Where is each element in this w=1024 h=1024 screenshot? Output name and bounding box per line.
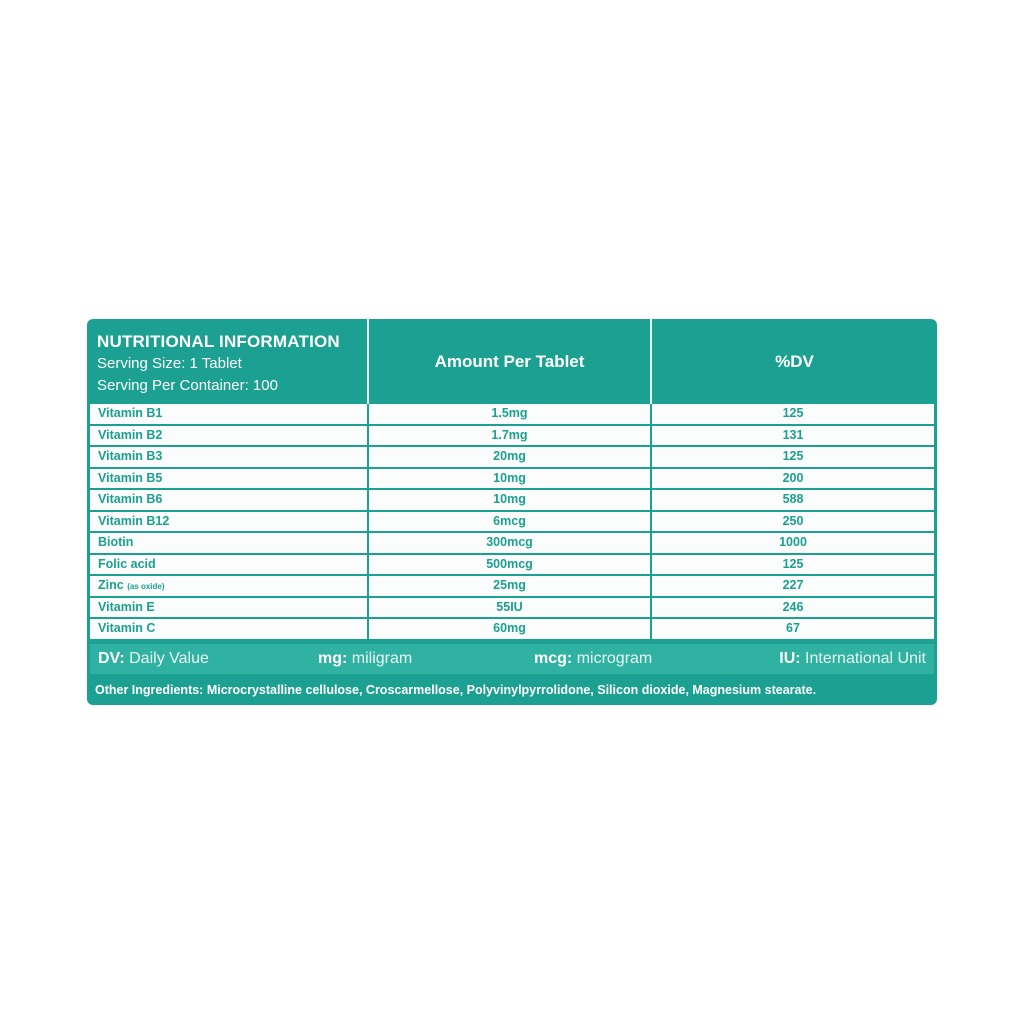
serving-size: Serving Size: 1 Tablet	[97, 355, 242, 372]
nutrient-name: Vitamin E	[90, 598, 367, 618]
table-row	[90, 512, 934, 532]
nutrient-amount: 500mcg	[369, 555, 650, 575]
nutrient-name: Vitamin B1	[90, 404, 367, 424]
nutrient-amount: 25mg	[369, 576, 650, 596]
table-row	[90, 533, 934, 553]
table-row	[90, 619, 934, 639]
nutrient-dv: 227	[652, 576, 934, 596]
nutrition-label	[87, 319, 937, 705]
nutrient-amount: 1.7mg	[369, 426, 650, 446]
table-row	[90, 469, 934, 489]
legend-iu: IU: International Unit	[779, 650, 926, 667]
legend-dv: DV: Daily Value	[98, 650, 209, 667]
table-row	[90, 490, 934, 510]
nutrient-amount: 55IU	[369, 598, 650, 618]
nutrient-dv: 250	[652, 512, 934, 532]
nutrient-name: Folic acid	[90, 555, 367, 575]
nutrient-amount: 60mg	[369, 619, 650, 639]
nutrient-amount: 20mg	[369, 447, 650, 467]
nutrient-amount: 1.5mg	[369, 404, 650, 424]
other-ingredients: Other Ingredients: Microcrystalline cellulose, Croscarmellose, Polyvinylpyrrolidone, Silicon dioxide, Magnesium stearate.	[95, 683, 817, 697]
legend-mg: mg: miligram	[318, 650, 413, 667]
nutrient-note: (as oxide)	[127, 582, 165, 591]
nutrient-dv: 588	[652, 490, 934, 510]
nutrient-amount: 10mg	[369, 490, 650, 510]
nutrient-dv: 125	[652, 555, 934, 575]
nutrient-dv: 125	[652, 447, 934, 467]
label-header	[87, 319, 937, 404]
nutrient-name: Vitamin B6	[90, 490, 367, 510]
table-row	[90, 426, 934, 446]
nutrient-name: Vitamin B2	[90, 426, 367, 446]
nutrition-title: NUTRITIONAL INFORMATION	[97, 332, 340, 351]
nutrient-amount: 6mcg	[369, 512, 650, 532]
dv-column-header: %DV	[775, 351, 814, 371]
nutrient-dv: 246	[652, 598, 934, 618]
nutrient-name: Zinc (as oxide)	[90, 576, 367, 596]
nutrient-dv: 67	[652, 619, 934, 639]
nutrient-name: Vitamin B12	[90, 512, 367, 532]
nutrient-amount: 10mg	[369, 469, 650, 489]
table-row	[90, 447, 934, 467]
servings-per-container: Serving Per Container: 100	[97, 377, 278, 394]
nutrient-name: Vitamin B5	[90, 469, 367, 489]
nutrient-name: Vitamin B3	[90, 447, 367, 467]
table-row	[90, 555, 934, 575]
nutrient-name: Biotin	[90, 533, 367, 553]
table-row	[90, 576, 934, 596]
nutrient-name: Vitamin C	[90, 619, 367, 639]
nutrient-table	[90, 404, 934, 641]
nutrient-dv: 200	[652, 469, 934, 489]
nutrient-dv: 125	[652, 404, 934, 424]
amount-column-header: Amount Per Tablet	[369, 319, 652, 404]
legend-mcg: mcg: microgram	[534, 650, 653, 667]
table-row	[90, 404, 934, 424]
table-row	[90, 598, 934, 618]
nutrient-amount: 300mcg	[369, 533, 650, 553]
units-legend	[90, 644, 934, 674]
nutrient-dv: 1000	[652, 533, 934, 553]
header-info-cell	[87, 319, 369, 404]
nutrient-dv: 131	[652, 426, 934, 446]
